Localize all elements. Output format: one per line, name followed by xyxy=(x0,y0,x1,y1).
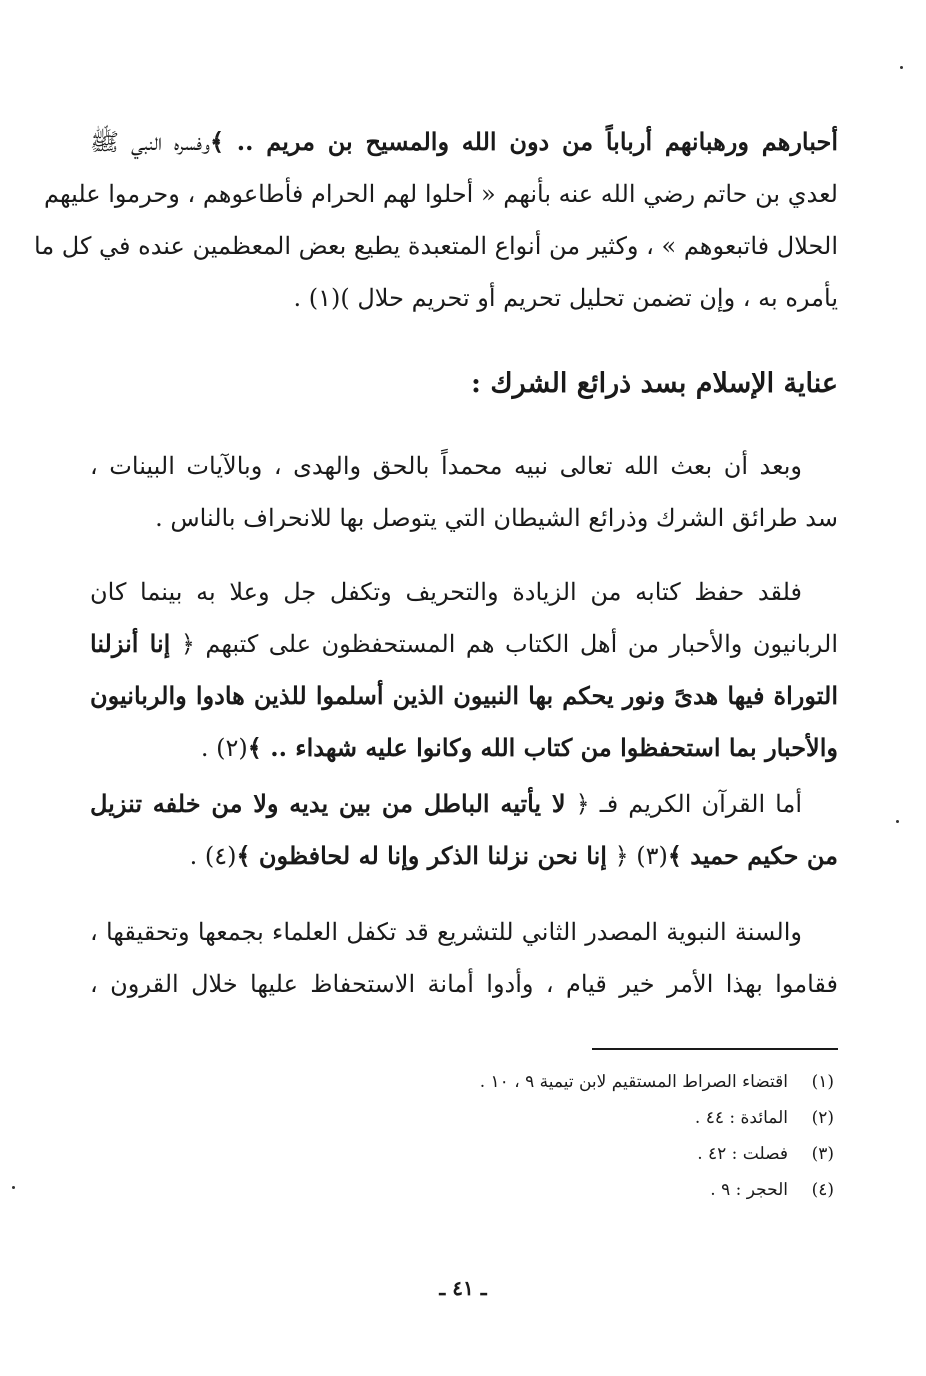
line-text: وفسره النبي ﷺ xyxy=(90,128,210,156)
page-number: ـ ٤١ ـ xyxy=(439,1276,487,1300)
paragraph-3 xyxy=(90,566,838,774)
quran-quote: إنا أنزلنا xyxy=(90,629,171,658)
footnote-number: (٤) xyxy=(811,1180,834,1200)
footnote-ref: (٤) . xyxy=(189,842,237,870)
footnote-text: اقتضاء الصراط المستقيم لابن تيمية ٩ ، ١٠ . xyxy=(479,1072,788,1092)
footnote-ref: (٣) ﴿ xyxy=(614,842,668,870)
quran-quote: والأحبار بما استحفظوا من كتاب الله وكانوا عليه شهداء .. ﴾ xyxy=(247,733,838,762)
line-text: أما القرآن الكريم فـ ﴿ xyxy=(575,790,802,818)
paragraph-3-line-1: فلقد حفظ كتابه من الزيادة والتحريف وتكفل جل وعلا به بينما كان xyxy=(90,578,803,606)
paragraph-3-line-2 xyxy=(90,618,838,670)
scan-speck xyxy=(12,1186,15,1189)
paragraph-4-line-2 xyxy=(90,830,838,882)
footnote-3 xyxy=(374,1136,834,1172)
paragraph-4-line-1 xyxy=(90,778,838,830)
paragraph-1-line-2: لعدي بن حاتم رضي الله عنه بأنهم « أحلوا لهم الحرام فأطاعوهم ، وحرموا عليهم xyxy=(44,180,838,208)
quran-quote: لا يأتيه الباطل من بين يديه ولا من خلفه تنزيل xyxy=(90,789,566,818)
line-text: الربانيون والأحبار من أهل الكتاب هم المستحفظون على كتبهم ﴿ xyxy=(180,630,838,658)
paragraph-1-line-1 xyxy=(90,116,838,168)
paragraph-5-line-1: والسنة النبوية المصدر الثاني للتشريع قد تكفل العلماء بجمعها وتحقيقها ، xyxy=(90,918,803,946)
paragraph-3-line-3: التوراة فيها هدىً ونور يحكم بها النبيون الذين أسلموا للذين هادوا والربانيون xyxy=(90,681,838,710)
scan-speck xyxy=(896,820,899,823)
footnote-number: (٣) xyxy=(811,1144,834,1164)
paragraph-5 xyxy=(90,906,838,1010)
footnote-separator xyxy=(592,1048,838,1050)
footnote-text: المائدة : ٤٤ . xyxy=(694,1108,788,1128)
section-heading: عناية الإسلام بسد ذرائع الشرك : xyxy=(471,368,838,399)
quran-quote: أحبارهم ورهبانهم أرباباً من دون الله والمسيح بن مريم .. ﴾ xyxy=(210,127,838,156)
scan-speck xyxy=(900,66,903,69)
footnote-text: فصلت : ٤٢ . xyxy=(697,1144,788,1164)
footnote-number: (١) xyxy=(811,1072,834,1092)
footnote-2 xyxy=(374,1100,834,1136)
paragraph-2-line-2: سد طرائق الشرك وذرائع الشيطان التي يتوصل بها للانحراف بالناس . xyxy=(155,504,838,532)
paragraph-2 xyxy=(90,440,838,544)
footnote-number: (٢) xyxy=(811,1108,834,1128)
paragraph-5-line-2: فقاموا بهذا الأمر خير قيام ، وأدوا أمانة الاستحفاظ عليها خلال القرون ، xyxy=(90,970,838,998)
paragraph-2-line-1: وبعد أن بعث الله تعالى نبيه محمداً بالحق والهدى ، وبالآيات البينات ، xyxy=(90,452,802,480)
footnote-ref: (٢) . xyxy=(200,734,248,762)
paragraph-3-line-4 xyxy=(90,722,838,774)
quran-quote: من حكيم حميد ﴾ xyxy=(667,841,838,870)
quran-quote: إنا نحن نزلنا الذكر وإنا له لحافظون ﴾ xyxy=(236,841,607,870)
footnote-4 xyxy=(374,1172,834,1208)
footnote-1 xyxy=(374,1064,834,1100)
footnote-text: الحجر : ٩ . xyxy=(710,1180,788,1200)
paragraph-4 xyxy=(90,778,838,882)
paragraph-1 xyxy=(34,116,838,324)
paragraph-1-line-4: يأمره به ، وإن تضمن تحليل تحريم أو تحريم حلال )(١) . xyxy=(293,284,838,312)
paragraph-1-line-3: الحلال فاتبعوهم » ، وكثير من أنواع المتعبدة يطيع بعض المعظمين عنده في كل ما xyxy=(34,232,838,260)
